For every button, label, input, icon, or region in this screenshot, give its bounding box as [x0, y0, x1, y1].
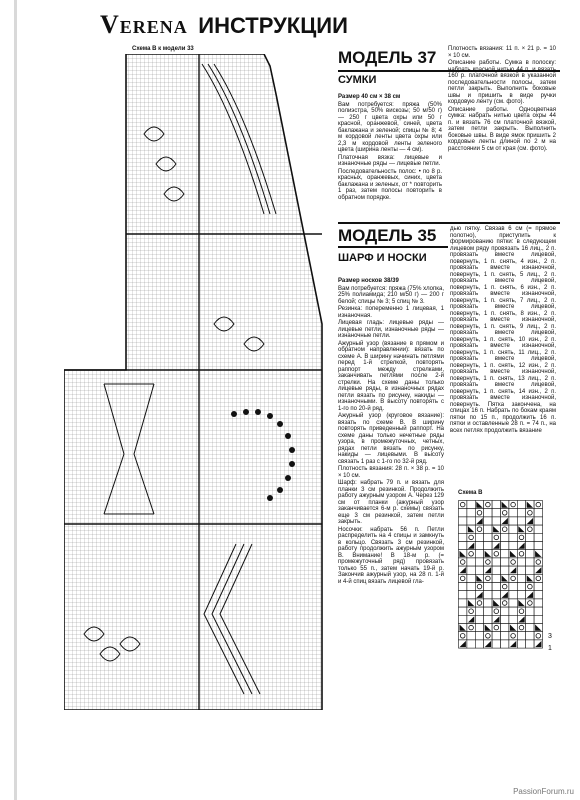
schemaB-cell	[501, 640, 509, 648]
model35-rule	[338, 246, 448, 248]
schemaB-cell	[534, 583, 542, 591]
schemaB-cell	[467, 501, 475, 509]
schemaB-cell	[475, 583, 483, 591]
schemaB-cell	[517, 607, 525, 615]
schemaB-cell	[501, 566, 509, 574]
schemaB-cell	[509, 542, 517, 550]
model37-gauge: Плотность вязания: 11 п. × 21 р. = 10 × 10 см.	[448, 46, 556, 59]
schemaB-cell	[484, 607, 492, 615]
schemaB-cell	[501, 583, 509, 591]
schemaB-cell	[501, 509, 509, 517]
schemaB-cell	[484, 599, 492, 607]
schemaB-cell	[484, 542, 492, 550]
schemaB-cell	[526, 640, 534, 648]
schemaB-cell	[475, 525, 483, 533]
schemaB-cell	[459, 632, 467, 640]
schemaB-cell	[509, 509, 517, 517]
schemaB-cell	[459, 607, 467, 615]
model35-heading: МОДЕЛЬ 35	[338, 226, 437, 245]
schemaB-cell	[509, 615, 517, 623]
schemaB-cell	[509, 533, 517, 541]
schemaB-cell	[475, 550, 483, 558]
schemaB-cell	[517, 574, 525, 582]
model37-work-plain: Описание работы. Одноцветная сумка: набрать нитью цвета охры 44 п. и вязать 76 см платочной вязкой, затем петли закрыть. Выполнить боковые швы. В виде ямок пришить 2 кордовые ленты длиной по 2 м на расстоянии 5 см от края (см. фото).	[448, 106, 556, 152]
schemaB-cell	[509, 501, 517, 509]
schemaB-cell	[517, 566, 525, 574]
model37-col2	[448, 46, 556, 153]
schemaB-chart	[458, 500, 544, 650]
schemaB-cell	[534, 615, 542, 623]
schemaB-cell	[475, 640, 483, 648]
schemaB-cell	[526, 615, 534, 623]
schemaB-cell	[534, 542, 542, 550]
schemaB-cell	[475, 615, 483, 623]
schemaB-cell	[492, 533, 500, 541]
model35-subheading: ШАРФ И НОСКИ	[338, 252, 427, 264]
schemaB-cell	[526, 583, 534, 591]
schemaB-cell	[501, 533, 509, 541]
schemaB-cell	[459, 517, 467, 525]
schemaB-cell	[459, 599, 467, 607]
schemaB-cell	[492, 624, 500, 632]
schemaB-cell	[484, 509, 492, 517]
schemaB-cell	[509, 599, 517, 607]
schemaB-cell	[475, 509, 483, 517]
schemaB-cell	[526, 599, 534, 607]
chart-caption: Схема В к модели 33	[132, 46, 194, 52]
schemaB-cell	[526, 558, 534, 566]
model35-col2	[450, 226, 556, 435]
schemaB-cell	[484, 615, 492, 623]
schemaB-cell	[534, 591, 542, 599]
schemaB-cell	[492, 501, 500, 509]
schemaB-caption: Схема В	[458, 490, 483, 496]
schemaB-cell	[467, 624, 475, 632]
schemaB-cell	[459, 583, 467, 591]
schemaB-cell	[517, 558, 525, 566]
schemaB-cell	[467, 533, 475, 541]
schemaB-cell	[484, 558, 492, 566]
schemaB-cell	[501, 525, 509, 533]
model35-text: Вам потребуется: пряжа (75% хлопка, 25% полиамида; 210 м/50 г) — 200 г белой; спицы № 3; 5 спиц № 3.	[338, 285, 444, 305]
schemaB-cell	[501, 624, 509, 632]
model35-text: дью пятку. Связав 6 см (= прямое полотно), приступить к формированию пятки: в следующем лицевом ряду провязать 16 лиц., 2 п. провязать вместе лицевой, повернуть, 1 п. снять, 4 изн., 2 п. провязать вместе изнаночной, повернуть, 1 п. снять, 5 лиц., 2 п. провязать вместе лицевой, повернуть, 1 п. снять, 6 изн., 2 п. провязать вместе изнаночной, повернуть, 1 п. снять, 7 лиц., 2 п. провязать вместе лицевой, повернуть, 1 п. снять, 8 изн., 2 п. провязать вместе изнаночной, повернуть, 1 п. снять, 9 лиц., 2 п. провязать вместе лицевой, повернуть, 1 п. снять, 10 изн., 2 п. провязать вместе изнаночной, повернуть, 1 п. снять, 11 лиц., 2 п. провязать вместе лицевой, повернуть, 1 п. снять, 12 изн., 2 п. провязать вместе изнаночной, повернуть, 1 п. снять, 13 лиц., 2 п. провязать вместе лицевой, повернуть, 1 п. снять, 14 изн., 2 п. провязать вместе изнаночной, повернуть. Пятка закончена, на спицах 16 п. Набрать по бокам краям пятки по 15 п., продолжить 16 п. пятки и оставленные 28 п. = 74 п., на всех петлях продолжить вязание	[450, 226, 556, 434]
schemaB-cell	[517, 517, 525, 525]
schemaB-cell	[501, 599, 509, 607]
schemaB-cell	[467, 566, 475, 574]
schemaB-cell	[459, 542, 467, 550]
schemaB-cell	[484, 533, 492, 541]
schemaB-cell	[467, 509, 475, 517]
schemaB-cell	[475, 607, 483, 615]
schemaB-cell	[475, 558, 483, 566]
model37-col1	[338, 94, 442, 202]
schemaB-cell	[526, 509, 534, 517]
schemaB-cell	[534, 574, 542, 582]
schemaB-cell	[459, 533, 467, 541]
schemaB-cell	[517, 624, 525, 632]
schemaB-cell	[534, 509, 542, 517]
schemaB-cell	[509, 574, 517, 582]
model35-text: Лицевая гладь: лицевые ряды — лицевые петли, изнаночные ряды — изнаночные петли.	[338, 320, 444, 339]
schemaB-cell	[475, 542, 483, 550]
schemaB-cell	[517, 632, 525, 640]
schemaB-cell	[492, 566, 500, 574]
model35-text: Носочки: набрать 56 п. Петли распределить на 4 спицы и замкнуть в кольцо. Связать 3 см резинкой, работу продолжить ажурным узором В. Внимание! В 18-м р. (= промежуточный ряд) провязать только 55 п., затем начать 19-й р. Закончив ажурный узор, на 28 п. 1-й и 4-й спиц вязать лицевой гла-	[338, 526, 444, 585]
schemaB-cell	[484, 583, 492, 591]
schemaB-cell	[526, 632, 534, 640]
schemaB-cell	[534, 632, 542, 640]
schemaB-cell	[484, 517, 492, 525]
schemaB-cell	[501, 607, 509, 615]
schemaB-cell	[459, 525, 467, 533]
schemaB-cell	[501, 615, 509, 623]
schemaB-cell	[534, 501, 542, 509]
schemaB-cell	[484, 501, 492, 509]
brand-logo: VERENA	[100, 10, 188, 39]
model37-subheading: СУМКИ	[338, 74, 377, 86]
schemaB-cell	[517, 591, 525, 599]
schemaB-cell	[467, 574, 475, 582]
schemaB-cell	[509, 583, 517, 591]
schemaB-cell	[492, 583, 500, 591]
schemaB-cell	[509, 607, 517, 615]
schemaB-cell	[492, 591, 500, 599]
schemaB-cell	[534, 517, 542, 525]
schemaB-cell	[492, 509, 500, 517]
schemaB-cell	[517, 550, 525, 558]
schemaB-cell	[467, 591, 475, 599]
schemaB-cell	[517, 509, 525, 517]
schemaB-cell	[526, 533, 534, 541]
model37-size: Размер 40 см × 38 см	[338, 94, 401, 100]
schemaB-cell	[501, 558, 509, 566]
schemaB-cell	[517, 501, 525, 509]
model35-text: Ажурный узор (вязание в прямом и обратном направлении): вязать по схеме А. В ширину начинать петлями перед 1-й стрелкой, повторять раппорт между стрелками, заканчивать петлями после 2-й стрелки. На схеме даны только лицевые ряды, в изнаночных рядах петли вязать по рисунку, накиды — изнаночными. В высоту повторять с 1-го по 20-й ряд.	[338, 340, 444, 412]
schemaB-cell	[467, 558, 475, 566]
schemaB-cell	[467, 632, 475, 640]
schemaB-cell	[475, 624, 483, 632]
schemaB-cell	[492, 550, 500, 558]
schemaB-cell	[534, 558, 542, 566]
schemaB-cell	[534, 599, 542, 607]
schemaB-cell	[467, 607, 475, 615]
model35-text: Плотность вязания: 28 п. × 38 р. = 10 × 10 см.	[338, 466, 444, 479]
schemaB-cell	[492, 574, 500, 582]
schemaB-cell	[501, 550, 509, 558]
schemaB-cell	[501, 632, 509, 640]
schemaB-cell	[484, 525, 492, 533]
schemaB-cell	[509, 591, 517, 599]
model35-col1	[338, 278, 444, 586]
page-header	[100, 10, 348, 40]
schemaB-cell	[467, 583, 475, 591]
schemaB-row-label: 1	[548, 645, 552, 652]
schemaB-cell	[517, 640, 525, 648]
model35-size: Размер носков 38/39	[338, 278, 399, 284]
model35-top-rule	[338, 222, 560, 224]
schemaB-cell	[526, 542, 534, 550]
schemaB-cell	[475, 533, 483, 541]
schemaB-cell	[459, 574, 467, 582]
model37-stitch: Платочная вязка: лицевые и изнаночные ряды — лицевые петли.	[338, 154, 442, 167]
schemaB-cell	[526, 550, 534, 558]
schemaB-cell	[526, 624, 534, 632]
schemaB-cell	[467, 550, 475, 558]
schemaB-cell	[475, 566, 483, 574]
schemaB-cell	[534, 525, 542, 533]
schemaB-cell	[492, 640, 500, 648]
schemaB-cell	[459, 615, 467, 623]
schemaB-grid	[459, 501, 543, 649]
model35-text: Ажурный узор (круговое вязание): вязать по схеме В. В ширину повторять приведенный раппорт. На схеме даны только нечетные ряды узора, в промежуточных, четных, рядах петли вязать по рисунку, накиды — лицевыми. В высоту связать 1 раз с 1-го по 32-й ряд.	[338, 413, 444, 465]
schemaB-cell	[475, 599, 483, 607]
schemaB-cell	[484, 574, 492, 582]
schemaB-cell	[459, 558, 467, 566]
schemaB-cell	[459, 501, 467, 509]
schemaB-cell	[467, 517, 475, 525]
schemaB-cell	[467, 640, 475, 648]
schemaB-cell	[492, 607, 500, 615]
schemaB-row-label: 3	[548, 633, 552, 640]
knitting-chart	[64, 54, 324, 710]
model35-text: Шарф: набрать 79 п. и вязать для планки 3 см резинкой. Продолжить работу ажурным узором А. Через 129 см от планки (ажурный узор заканчивается 6-м р. схемы) связать еще 3 см резинкой, затем петли закрыть.	[338, 480, 444, 525]
model37-sequence: Последовательность полос: • по 8 р. красных, оранжевых, синих, цвета баклажана и зеленых, от * повторить 1 раз, затем полосы повторить в обратном порядке.	[338, 168, 442, 201]
model37-materials: Вам потребуется: пряжа (50% полиэстра, 50% вискозы; 50 м/50 г) — 250 г цвета охры или 50 г красной, оранжевой, синей, цвета баклажана и зеленой; спицы № 8; 4 м кордовой ленты цвета охры или 2,3 м кордовой ленты зеленого цвета (ширина ленты — 4 см).	[338, 101, 442, 153]
schemaB-cell	[509, 632, 517, 640]
section-title: ИНСТРУКЦИИ	[198, 13, 348, 38]
schemaB-cell	[517, 583, 525, 591]
model37-work-striped: Описание работы. Сумка в полоску: набрать красной нитью 44 п. и вязать 160 р. платочной вязкой в указанной последовательности полосы, затем петли закрыть. Выполнить боковые швы и пришить в виде ручки кордовую ленту (см. фото).	[448, 60, 556, 105]
schemaB-cell	[534, 533, 542, 541]
watermark: PassionForum.ru	[513, 787, 574, 796]
schemaB-cell	[534, 607, 542, 615]
page-edge	[14, 0, 17, 800]
schemaB-cell	[509, 517, 517, 525]
schemaB-cell	[526, 607, 534, 615]
schemaB-cell	[459, 509, 467, 517]
schemaB-cell	[484, 591, 492, 599]
schemaB-cell	[492, 517, 500, 525]
schemaB-cell	[459, 591, 467, 599]
schemaB-cell	[492, 558, 500, 566]
schemaB-cell	[509, 525, 517, 533]
schemaB-cell	[526, 566, 534, 574]
schemaB-cell	[501, 542, 509, 550]
schemaB-cell	[509, 558, 517, 566]
model37-heading: МОДЕЛЬ 37	[338, 48, 437, 67]
schemaB-cell	[475, 632, 483, 640]
schemaB-cell	[526, 525, 534, 533]
schemaB-cell	[492, 632, 500, 640]
schemaB-cell	[484, 632, 492, 640]
model35-text: Резинка: попеременно 1 лицевая, 1 изнаночная.	[338, 306, 444, 319]
schemaB-cell	[517, 533, 525, 541]
